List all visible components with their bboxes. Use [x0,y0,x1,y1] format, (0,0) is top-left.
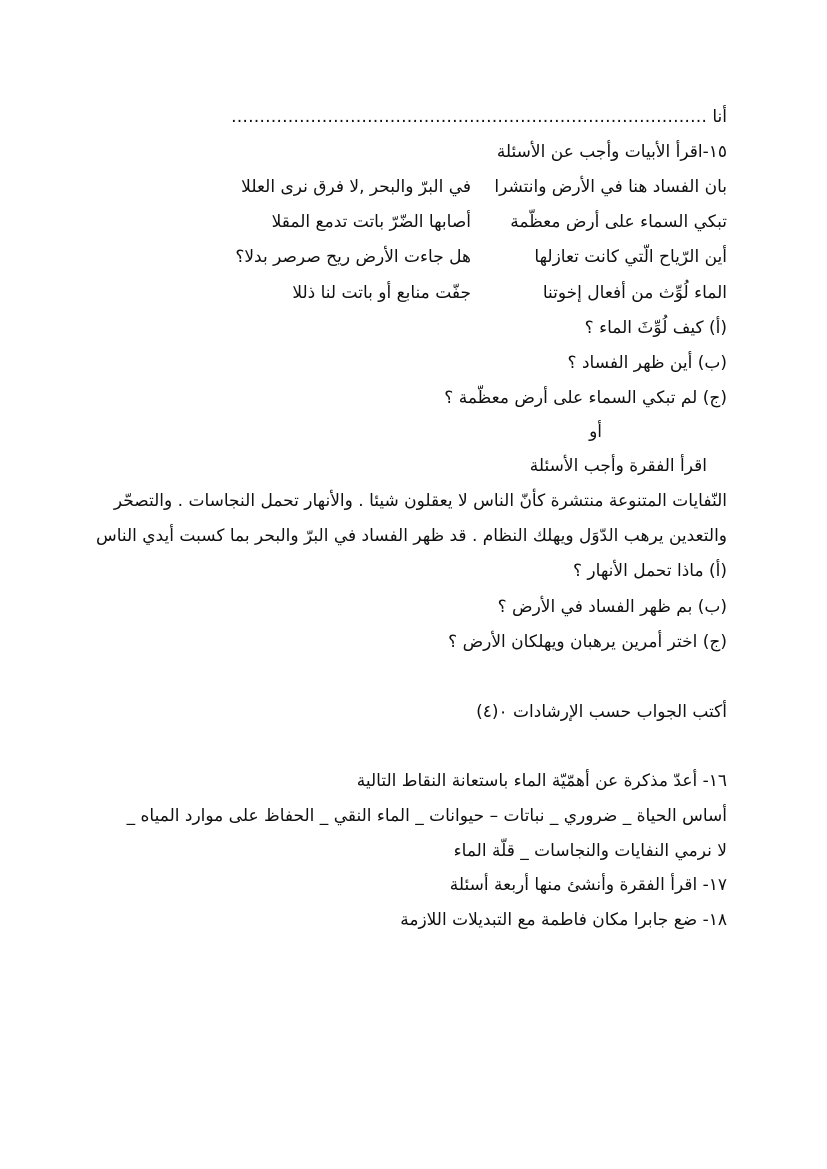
or-separator: أو [589,422,602,442]
instructions-heading: أكتب الجواب حسب الإرشادات ٠(٤) [476,702,727,722]
passage-question-a: (أ) ماذا تحمل الأنهار ؟ [573,561,727,581]
q17: ١٧- اقرأ الفقرة وأنشئ منها أربعة أسئلة [449,875,727,895]
name-label: أنا …… [672,107,727,127]
passage-line-1: النّفايات المتنوعة منتشرة كأنّ الناس لا يعقلون شيئا . والأنهار تحمل النجاسات . والتصحّر [113,491,727,511]
q15-title: ١٥-اقرأ الأبيات وأجب عن الأسئلة [496,142,727,162]
verse-1-second: في البرّ والبحر ,لا فرق نرى العللا [241,177,471,197]
passage-title: اقرأ الفقرة وأجب الأسئلة [529,456,707,476]
passage-line-2: والتعدين يرهب الدّوَل ويهلك النظام . قد ظهر الفساد في البرّ والبحر بما كسبت أيدي الناس [95,526,727,546]
q15-question-c: (ج) لم تبكي السماء على أرض معظّمة ؟ [444,388,727,408]
q15-question-b: (ب) أين ظهر الفساد ؟ [567,353,727,373]
passage-question-b: (ب) بم ظهر الفساد في الأرض ؟ [497,597,727,617]
passage-question-c: (ج) اختر أمرين يرهبان ويهلكان الأرض ؟ [448,632,727,652]
q15-question-a: (أ) كيف لُوِّثَ الماء ؟ [584,318,727,338]
q18: ١٨- ضع جابرا مكان فاطمة مع التبديلات اللازمة [400,910,727,930]
verse-2-second: أصابها الضّرّ باتت تدمع المقلا [271,212,471,232]
q16-title: ١٦- أعدّ مذكرة عن أهمّيّة الماء باستعانة النقاط التالية [356,771,727,791]
verse-4-second: جفّت منابع أو باتت لنا ذللا [292,283,471,303]
verse-3-second: هل جاءت الأرض ريح صرصر بدلا؟ [235,247,471,267]
verse-2-first: تبكي السماء على أرض معظّمة [510,212,727,232]
verse-3-first: أين الرّياح الّتي كانت تعازلها [534,247,727,267]
name-line [231,106,727,128]
q16-points-line-1: أساس الحياة _ ضروري _ نباتات – حيوانات _ الماء النقي _ الحفاظ على موارد المياه _ [126,806,727,826]
verse-1-first: بان الفساد هنا في الأرض وانتشرا [494,177,727,197]
q16-points-line-2: لا نرمي النفايات والنجاسات _ قلّة الماء [453,841,727,861]
verse-4-first: الماء لُوِّث من أفعال إخوتنا [542,283,727,303]
name-dots: …………………………………………………………………… [230,107,673,127]
